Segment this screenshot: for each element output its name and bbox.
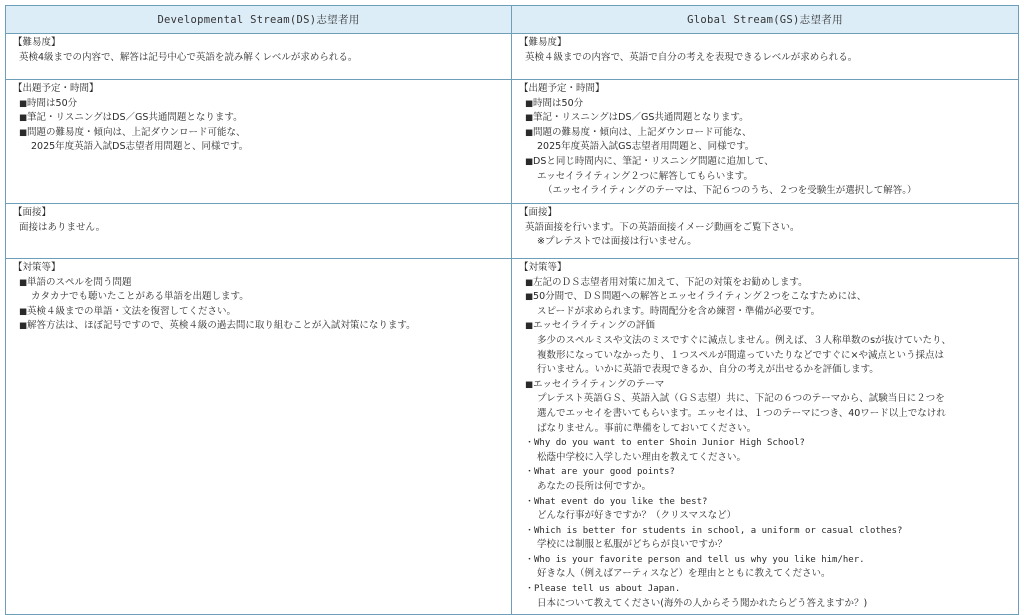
list-item: ■ DSと同じ時間内に、筆記・リスニング問題に追加して、 xyxy=(519,155,1012,170)
section-heading: 【対策等】 xyxy=(519,262,567,273)
essay-theme-japanese: 学校には制服と私服がどちらが良いですか？ xyxy=(537,539,728,551)
list-item-continuation: カタカナでも聴いたことがある単語を出題します。 xyxy=(31,291,249,303)
gs-difficulty-cell xyxy=(512,34,1019,80)
list-item-continuation: スピードが求められます。時間配分を含め練習・準備が必要です。 xyxy=(537,305,821,317)
interview-text: 英語面接を行います。下の英語面接イメージ動画をご覧下さい。 xyxy=(525,221,800,233)
difficulty-text: 英検4級までの内容で、解答は記号中心で英語を読み解くレベルが求められる。 xyxy=(19,51,358,63)
ds-column-header: Developmental Stream(DS)志望者用 xyxy=(6,6,512,34)
list-item-continuation: 2025年度英語入試DS志望者用問題と、同様です。 xyxy=(31,141,249,153)
section-heading: 【出題予定・時間】 xyxy=(13,83,99,94)
list-item-continuation: 行いません。いかに英語で表現できるか、自分の考えが出せるかを評価します。 xyxy=(537,364,879,376)
essay-theme-english: ・ Why do you want to enter Shoin Junior High School? xyxy=(519,436,1012,451)
list-item: ■ 50分間で、ＤＳ問題への解答とエッセイライティング２つをこなすためには、 xyxy=(519,290,1012,305)
interview-row xyxy=(6,204,1019,259)
ds-schedule-cell xyxy=(6,80,512,204)
section-heading: 【難易度】 xyxy=(13,37,61,48)
essay-theme-japanese: どんな行事が好きですか？（クリスマスなど） xyxy=(537,510,737,522)
list-item-note: （エッセイライティングのテーマは、下記６つのうち、２つを受験生が選択して解答。） xyxy=(543,185,917,197)
list-item-continuation: 選んでエッセイを書いてもらいます。エッセイは、１つのテーマにつき、40ワード以上でなけれ xyxy=(537,407,946,419)
list-item-continuation: 多少のスペルミスや文法のミスですぐに減点しません。例えば、３人称単数のsが抜けていたり、 xyxy=(537,334,952,346)
essay-theme-japanese: あなたの長所は何ですか。 xyxy=(537,480,652,492)
gs-column-header: Global Stream(GS)志望者用 xyxy=(512,6,1019,34)
essay-theme-english: ・ Which is better for students in school, a uniform or casual clothes? xyxy=(519,524,1012,539)
ds-measures-cell xyxy=(6,259,512,615)
difficulty-row xyxy=(6,34,1019,80)
interview-text: 面接はありません。 xyxy=(19,221,106,233)
comparison-table xyxy=(5,5,1019,615)
ds-difficulty-cell xyxy=(6,34,512,80)
list-item: ■ 時間は50分 xyxy=(13,97,505,112)
essay-theme-japanese: 日本について教えてください(海外の人からそう聞かれたらどう答えますか？) xyxy=(537,597,868,609)
list-item: ■ 筆記・リスニングはDS／GS共通問題となります。 xyxy=(13,111,505,126)
list-item: ■ エッセイライティングの評価 xyxy=(519,319,1012,334)
essay-theme-english: ・ Who is your favorite person and tell us why you like him/her. xyxy=(519,553,1012,568)
section-heading: 【出題予定・時間】 xyxy=(519,83,605,94)
interview-note: ※プレテストでは面接は行いません。 xyxy=(537,236,697,248)
section-heading: 【対策等】 xyxy=(13,262,61,273)
list-item: ■ 問題の難易度・傾向は、上記ダウンロード可能な、 xyxy=(13,126,505,141)
essay-theme-japanese: 好きな人（例えばアーティスなど）を理由とともに教えてください。 xyxy=(537,568,831,580)
ds-interview-cell xyxy=(6,204,512,259)
list-item-continuation: 複数形になっていなかったり、１つスペルが間違っていたりなどですぐに×や減点という採点は xyxy=(537,349,944,361)
gs-measures-cell xyxy=(512,259,1019,615)
list-item-continuation: 2025年度英語入試GS志望者用問題と、同様です。 xyxy=(537,141,755,153)
list-item: ■ 時間は50分 xyxy=(519,97,1012,112)
list-item-continuation: ばなりません。事前に準備をしておいてください。 xyxy=(537,422,757,434)
list-item-continuation: エッセイライティング２つに解答してもらいます。 xyxy=(537,170,754,182)
essay-theme-english: ・ What event do you like the best? xyxy=(519,495,1012,510)
measures-row xyxy=(6,259,1019,615)
schedule-row xyxy=(6,80,1019,204)
essay-theme-japanese: 松蔭中学校に入学したい理由を教えてください。 xyxy=(537,451,747,463)
essay-theme-english: ・ What are your good points? xyxy=(519,465,1012,480)
section-heading: 【面接】 xyxy=(519,207,558,218)
difficulty-text: 英検４級までの内容で、英語で自分の考えを表現できるレベルが求められる。 xyxy=(525,51,858,63)
section-heading: 【面接】 xyxy=(13,207,52,218)
gs-schedule-cell xyxy=(512,80,1019,204)
list-item: ■ 左記のＤＳ志望者用対策に加えて、下記の対策をお勧めします。 xyxy=(519,276,1012,291)
section-heading: 【難易度】 xyxy=(519,37,567,48)
header-row xyxy=(6,6,1019,34)
list-item: ■ 問題の難易度・傾向は、上記ダウンロード可能な、 xyxy=(519,126,1012,141)
list-item-continuation: プレテスト英語ＧＳ、英語入試（ＧＳ志望）共に、下記の６つのテーマから、試験当日に２つを xyxy=(537,393,945,405)
list-item: ■ 単語のスペルを問う問題 xyxy=(13,276,505,291)
list-item: ■ 解答方法は、ほぼ記号ですので、英検４級の過去問に取り組むことが入試対策になります。 xyxy=(13,319,505,334)
gs-interview-cell xyxy=(512,204,1019,259)
essay-theme-english: ・ Please tell us about Japan. xyxy=(519,582,1012,597)
list-item: ■ エッセイライティングのテーマ xyxy=(519,378,1012,393)
list-item: ■ 英検４級までの単語・文法を復習してください。 xyxy=(13,305,505,320)
list-item: ■ 筆記・リスニングはDS／GS共通問題となります。 xyxy=(519,111,1012,126)
